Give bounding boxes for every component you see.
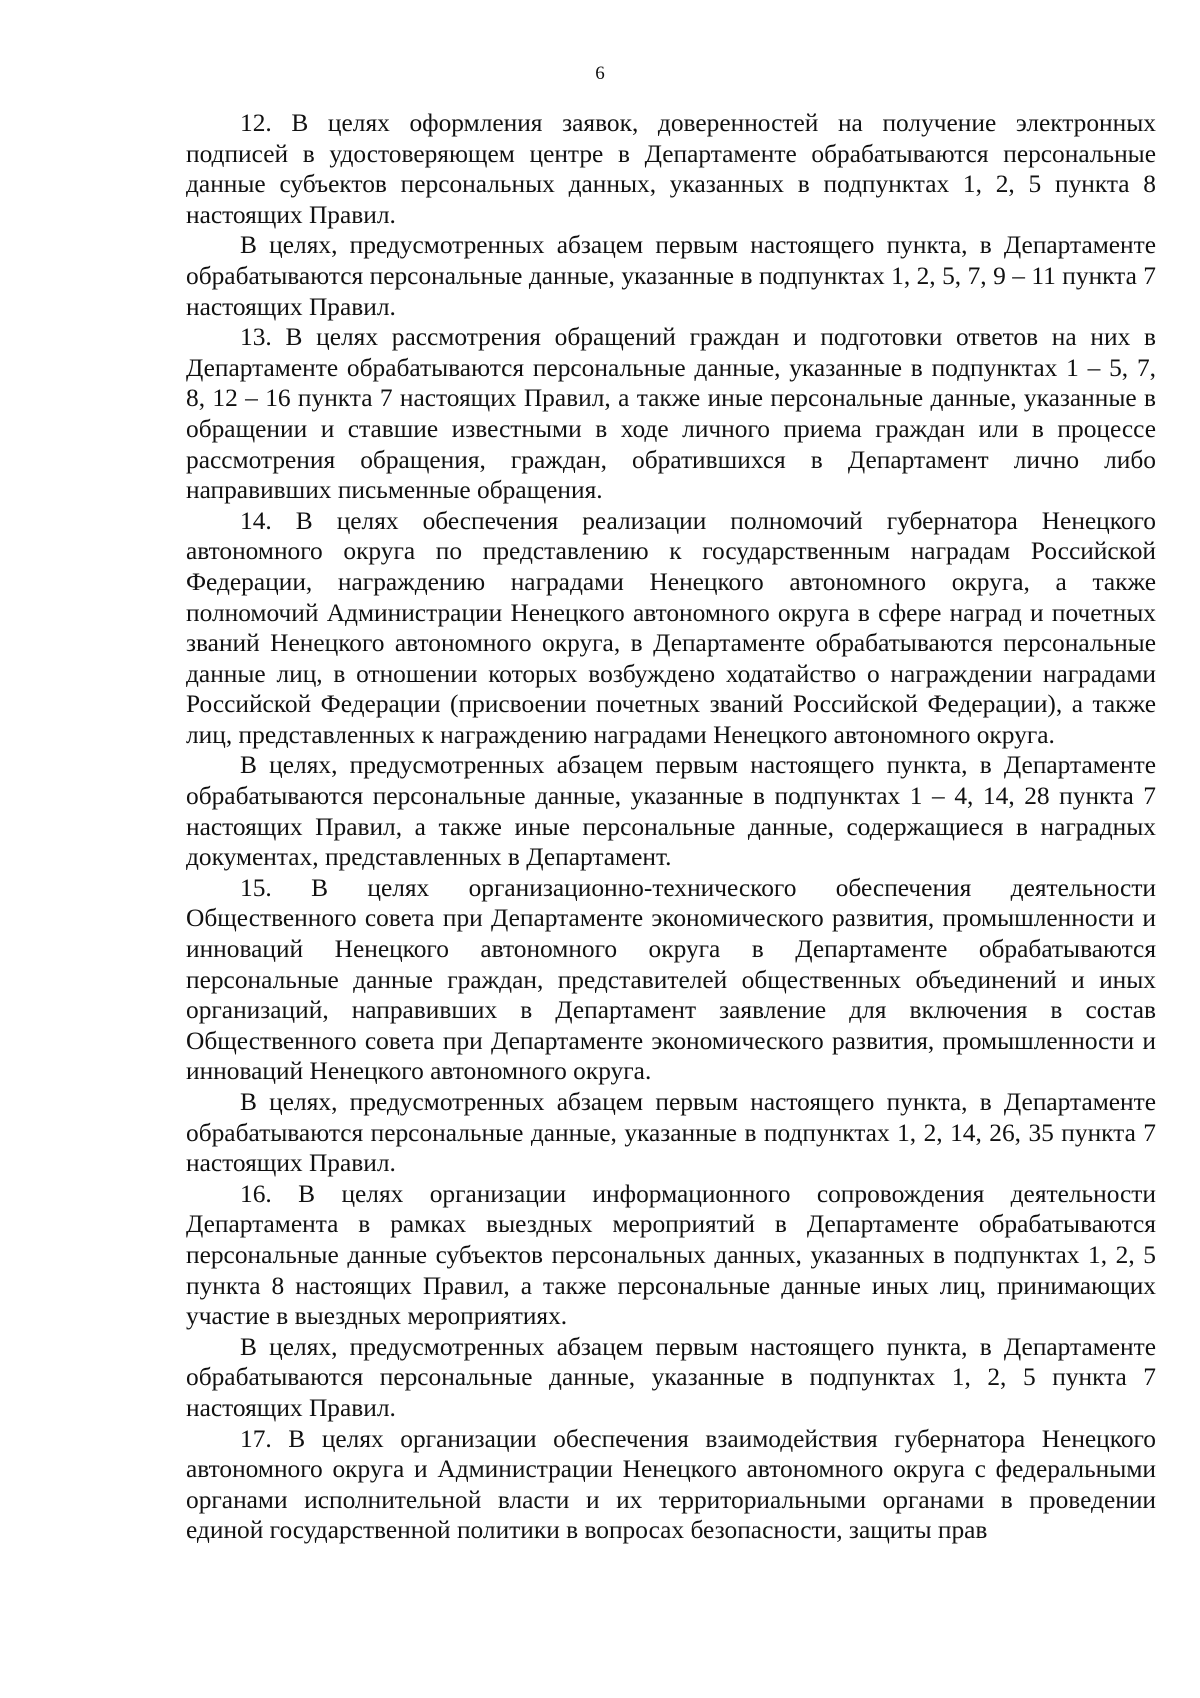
- document-body: [186, 108, 1156, 1546]
- paragraph-12-second: В целях, предусмотренных абзацем первым настоящего пункта, в Департаменте обрабатываются персональные данные, указанные в подпунктах 1, 2, 5, 7, 9 – 11 пункта 7 настоящих Правил.: [186, 231, 1156, 321]
- paragraph-15-second: В целях, предусмотренных абзацем первым настоящего пункта, в Департаменте обрабатываются персональные данные, указанные в подпунктах 1, 2, 14, 26, 35 пункта 7 настоящих Правил.: [186, 1088, 1156, 1178]
- paragraph-17: 17. В целях организации обеспечения взаимодействия губернатора Ненецкого автономного округа и Администрации Ненецкого автономного округа с федеральными органами исполнительной власти и их территориальными органами в проведении единой государственной политики в вопросах безопасности, защиты прав: [186, 1424, 1156, 1545]
- page-number: 6: [595, 63, 605, 84]
- paragraph-14: 14. В целях обеспечения реализации полномочий губернатора Ненецкого автономного округа по представлению к государственным наградам Российской Федерации, награждению наградами Ненецкого автономного округа, а также полномочий Администрации Ненецкого автономного округа в сфере наград и почетных званий Ненецкого автономного округа, в Департаменте обрабатываются персональные данные лиц, в отношении которых возбуждено ходатайство о награждении наградами Российской Федерации (присвоении почетных званий Российской Федерации), а также лиц, представленных к награждению наградами Ненецкого автономного округа.: [186, 506, 1156, 749]
- paragraph-12: 12. В целях оформления заявок, доверенностей на получение электронных подписей в удостоверяющем центре в Департаменте обрабатываются персональные данные субъектов персональных данных, указанных в подпунктах 1, 2, 5 пункта 8 настоящих Правил.: [186, 109, 1156, 229]
- paragraph-16-second: В целях, предусмотренных абзацем первым настоящего пункта, в Департаменте обрабатываются персональные данные, указанные в подпунктах 1, 2, 5 пункта 7 настоящих Правил.: [186, 1332, 1156, 1422]
- paragraph-14-second: В целях, предусмотренных абзацем первым настоящего пункта, в Департаменте обрабатываются персональные данные, указанные в подпунктах 1 – 4, 14, 28 пункта 7 настоящих Правил, а также иные персональные данные, содержащиеся в наградных документах, представленных в Департамент.: [186, 751, 1156, 872]
- paragraph-15: 15. В целях организационно-технического обеспечения деятельности Общественного совета при Департаменте экономического развития, промышленности и инноваций Ненецкого автономного округа в Департаменте обрабатываются персональные данные граждан, представителей общественных объединений и иных организаций, направивших в Департамент заявление для включения в состав Общественного совета при Департаменте экономического развития, промышленности и инноваций Ненецкого автономного округа.: [186, 873, 1156, 1086]
- paragraph-16: 16. В целях организации информационного сопровождения деятельности Департамента в рамках выездных мероприятий в Департаменте обрабатываются персональные данные субъектов персональных данных, указанных в подпунктах 1, 2, 5 пункта 8 настоящих Правил, а также персональные данные иных лиц, принимающих участие в выездных мероприятиях.: [186, 1179, 1156, 1331]
- paragraph-13: 13. В целях рассмотрения обращений граждан и подготовки ответов на них в Департаменте обрабатываются персональные данные, указанные в подпунктах 1 – 5, 7, 8, 12 – 16 пункта 7 настоящих Правил, а также иные персональные данные, указанные в обращении и ставшие известными в ходе личного приема граждан или в процессе рассмотрения обращения, граждан, обратившихся в Департамент лично либо направивших письменные обращения.: [186, 323, 1156, 505]
